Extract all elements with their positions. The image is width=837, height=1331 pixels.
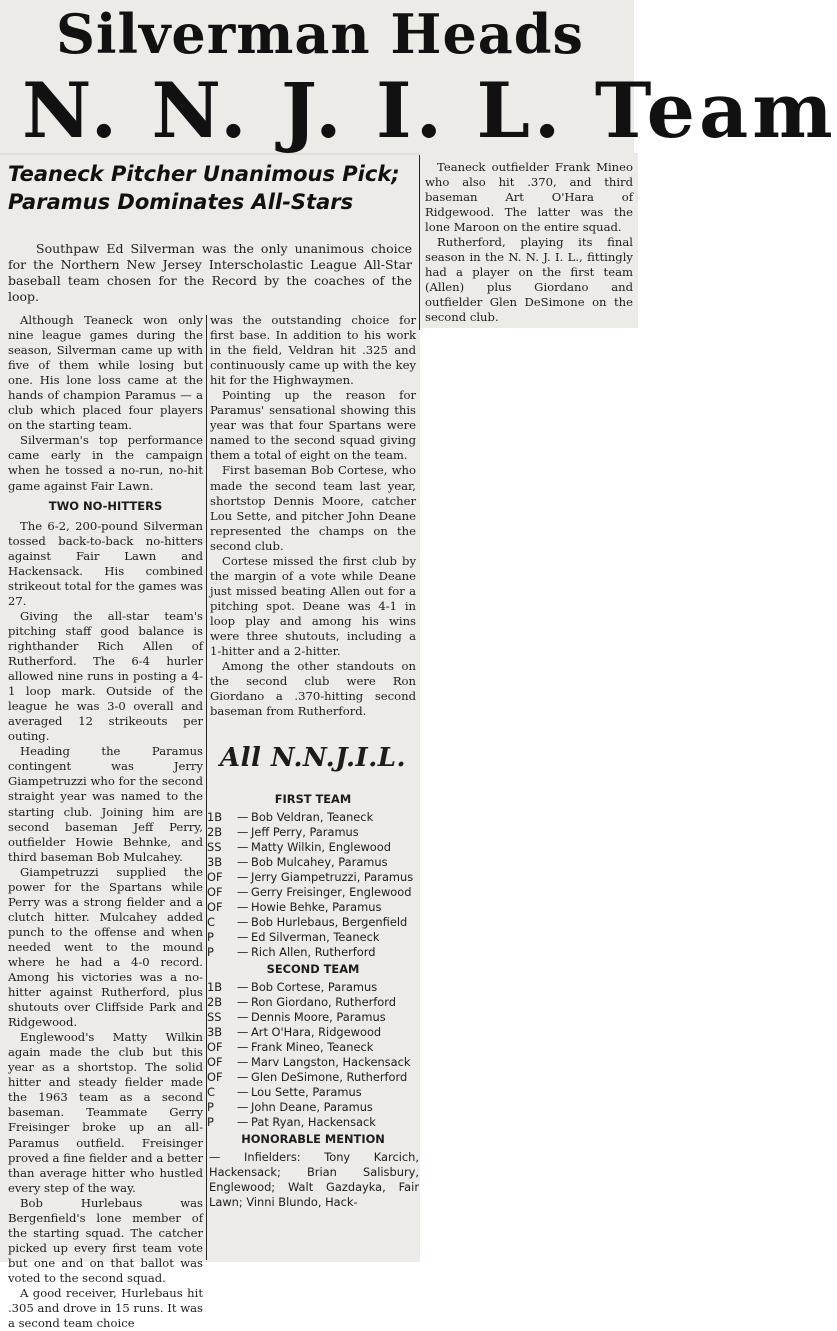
roster-dash: — xyxy=(237,1010,249,1024)
headline-line-2: N. N. J. I. L. Team xyxy=(22,66,837,155)
second-team-heading: SECOND TEAM xyxy=(266,962,360,976)
roster-position: P xyxy=(207,1115,214,1129)
roster-position: C xyxy=(207,915,215,929)
first-team-list xyxy=(207,810,419,960)
paragraph: Among the other standouts on the second club were Ron Giordano a .370-hitting second baseman from Rutherford. xyxy=(210,659,416,719)
honorable-mention-heading: HONORABLE MENTION xyxy=(241,1132,385,1146)
paragraph: Englewood's Matty Wilkin again made the club but this year as a shortstop. The solid hitter and steady fielder made the 1963 team as a second baseman. Teammate Gerry Freisinger broke up an all-Paramus outfield. Freisinger proved a fine fielder and a better than average hitter who hustled every step of the way. xyxy=(8,1030,203,1195)
paragraph: Giving the all-star team's pitching staff good balance is righthander Rich Allen of Rutherford. The 6-4 hurler allowed nine runs in posting a 4-1 loop mark. Outside of the league he was 3-0 overall and averaged 12 strikeouts per outing. xyxy=(8,608,203,744)
paragraph: was the outstanding choice for first base. In addition to his work in the field, Veldran hit .325 and continuously came up with the key hit for the Highwaymen. xyxy=(210,313,416,388)
lede-paragraph: Southpaw Ed Silverman was the only unanimous choice for the Northern New Jersey Interscholastic League All-Star baseball team chosen for the Record by the coaches of the loop. xyxy=(8,241,412,304)
roster-dash: — xyxy=(237,900,249,914)
roster-player: Ed Silverman, Teaneck xyxy=(251,930,380,944)
roster-dash: — xyxy=(237,825,249,839)
paragraph: Although Teaneck won only nine league games during the season, Silverman came up with five of them while losing but one. His lone loss came at the hands of champion Paramus — a club which placed four players on the starting team. xyxy=(8,313,203,433)
paragraph: A good receiver, Hurlebaus hit .305 and drove in 15 runs. It was a second team choice xyxy=(8,1286,203,1331)
paragraph: Silverman's top performance came early in the campaign when he tossed a no-run, no-hit game against Fair Lawn. xyxy=(8,433,203,493)
roster-position: 1B xyxy=(207,810,223,824)
roster-dash: — xyxy=(237,1115,249,1129)
all-star-roster xyxy=(207,790,419,1210)
roster-row xyxy=(207,1025,419,1040)
roster-dash: — xyxy=(237,1085,249,1099)
roster-position: 2B xyxy=(207,995,223,1009)
honorable-mention-text: — Infielders: Tony Karcich, Hackensack; Brian Salisbury, Englewood; Walt Gazdayka, Fair Lawn; Vinni Blundo, Hack- xyxy=(209,1150,419,1209)
paragraph: Bob Hurlebaus was Bergenfield's lone member of the starting squad. The catcher picked up every first team vote but one and on that ballot was voted to the second squad. xyxy=(8,1195,203,1285)
roster-position: P xyxy=(207,1100,214,1114)
roster-row xyxy=(207,980,419,995)
headline-line-1: Silverman Heads xyxy=(56,2,584,66)
roster-player: Gerry Freisinger, Englewood xyxy=(251,885,412,899)
paragraph: First baseman Bob Cortese, who made the second team last year, shortstop Dennis Moore, catcher Lou Sette, and pitcher John Deane represented the champs on the second club. xyxy=(210,463,416,553)
paragraph: Heading the Paramus contingent was Jerry Giampetruzzi who for the second straight year was named to the starting club. Joining him are second baseman Jeff Perry, outfielder Howie Behnke, and third baseman Bob Mulcahey. xyxy=(8,744,203,864)
roster-player: Pat Ryan, Hackensack xyxy=(251,1115,376,1129)
roster-player: Bob Cortese, Paramus xyxy=(251,980,378,994)
roster-player: Art O'Hara, Ridgewood xyxy=(251,1025,382,1039)
roster-position: C xyxy=(207,1085,215,1099)
roster-row xyxy=(207,930,419,945)
roster-player: Howie Behke, Paramus xyxy=(251,900,382,914)
column-rule-right xyxy=(419,155,420,330)
roster-row xyxy=(207,945,419,960)
roster-position: P xyxy=(207,945,214,959)
all-star-box-title: All N.N.J.I.L. xyxy=(219,743,407,773)
article-column-3 xyxy=(425,160,633,325)
roster-row xyxy=(207,995,419,1010)
roster-row xyxy=(207,1055,419,1070)
roster-position: OF xyxy=(207,900,223,914)
roster-player: Bob Hurlebaus, Bergenfield xyxy=(251,915,408,929)
roster-position: 3B xyxy=(207,855,223,869)
roster-position: SS xyxy=(207,1010,222,1024)
roster-player: Matty Wilkin, Englewood xyxy=(251,840,391,854)
roster-row xyxy=(207,870,419,885)
roster-dash: — xyxy=(237,980,249,994)
roster-position: OF xyxy=(207,1055,223,1069)
roster-dash: — xyxy=(237,1100,249,1114)
roster-row xyxy=(207,1085,419,1100)
subheadline xyxy=(8,160,418,216)
second-team-list xyxy=(207,980,419,1130)
roster-dash: — xyxy=(237,1040,249,1054)
roster-row xyxy=(207,810,419,825)
roster-player: Marv Langston, Hackensack xyxy=(251,1055,411,1069)
roster-row xyxy=(207,825,419,840)
paragraph: Cortese missed the first club by the margin of a vote while Deane just missed beating Allen out for a pitching spot. Deane was 4-1 in loop play and among his wins were three shutouts, including a 1-hitter and a 2-hitter. xyxy=(210,553,416,659)
roster-position: 2B xyxy=(207,825,223,839)
roster-player: Jerry Giampetruzzi, Paramus xyxy=(251,870,414,884)
paragraph: Pointing up the reason for Paramus' sensational showing this year was that four Spartans were named to the second squad giving them a total of eight on the team. xyxy=(210,388,416,463)
roster-dash: — xyxy=(237,870,249,884)
roster-dash: — xyxy=(237,840,249,854)
roster-row xyxy=(207,1070,419,1085)
roster-position: OF xyxy=(207,885,223,899)
roster-row xyxy=(207,1115,419,1130)
roster-player: Glen DeSimone, Rutherford xyxy=(251,1070,408,1084)
roster-dash: — xyxy=(237,995,249,1009)
roster-player: Bob Mulcahey, Paramus xyxy=(251,855,388,869)
roster-dash: — xyxy=(237,810,249,824)
roster-position: SS xyxy=(207,840,222,854)
roster-dash: — xyxy=(237,1025,249,1039)
roster-row xyxy=(207,900,419,915)
roster-player: Dennis Moore, Paramus xyxy=(251,1010,386,1024)
roster-dash: — xyxy=(237,1070,249,1084)
roster-player: Frank Mineo, Teaneck xyxy=(251,1040,374,1054)
roster-row xyxy=(207,1040,419,1055)
roster-position: OF xyxy=(207,1040,223,1054)
roster-position: 1B xyxy=(207,980,223,994)
roster-row xyxy=(207,840,419,855)
roster-player: Ron Giordano, Rutherford xyxy=(251,995,396,1009)
article-column-1 xyxy=(8,313,203,1331)
roster-row xyxy=(207,915,419,930)
section-subhead: TWO NO-HITTERS xyxy=(48,498,163,513)
paragraph: Teaneck outfielder Frank Mineo who also hit .370, and third baseman Art O'Hara of Ridgewood. The latter was the lone Maroon on the entire squad. xyxy=(425,160,633,235)
subheadline-line-2: Paramus Dominates All-Stars xyxy=(8,190,354,214)
first-team-heading: FIRST TEAM xyxy=(274,792,352,806)
roster-dash: — xyxy=(237,1055,249,1069)
paragraph: Giampetruzzi supplied the power for the Spartans while Perry was a strong fielder and a clutch hitter. Mulcahey added punch to the offense and when needed went to the mound where he had a 4-0 record. Among his victories was a no-hitter against Rutherford, plus shutouts over Cliffside Park and Ridgewood. xyxy=(8,864,203,1030)
paragraph: Rutherford, playing its final season in the N. N. J. I. L., fittingly had a player on the first team (Allen) plus Giordano and outfielder Glen DeSimone on the second club. xyxy=(425,235,633,325)
roster-player: Jeff Perry, Paramus xyxy=(251,825,359,839)
roster-row xyxy=(207,1100,419,1115)
clipping-crease xyxy=(0,153,420,155)
roster-position: 3B xyxy=(207,1025,223,1039)
roster-player: Lou Sette, Paramus xyxy=(251,1085,362,1099)
article-column-2 xyxy=(210,313,416,733)
paragraph: The 6-2, 200-pound Silverman tossed back-to-back no-hitters against Fair Lawn and Hackensack. His combined strikeout total for the games was 27. xyxy=(8,518,203,608)
roster-row xyxy=(207,1010,419,1025)
roster-player: John Deane, Paramus xyxy=(251,1100,373,1114)
roster-dash: — xyxy=(237,930,249,944)
roster-player: Bob Veldran, Teaneck xyxy=(251,810,374,824)
roster-dash: — xyxy=(237,945,249,959)
roster-dash: — xyxy=(237,915,249,929)
roster-position: OF xyxy=(207,870,223,884)
roster-row xyxy=(207,855,419,870)
roster-dash: — xyxy=(237,855,249,869)
roster-player: Rich Allen, Rutherford xyxy=(251,945,376,959)
roster-position: P xyxy=(207,930,214,944)
subheadline-line-1: Teaneck Pitcher Unanimous Pick; xyxy=(8,162,400,186)
roster-position: OF xyxy=(207,1070,223,1084)
roster-dash: — xyxy=(237,885,249,899)
roster-row xyxy=(207,885,419,900)
